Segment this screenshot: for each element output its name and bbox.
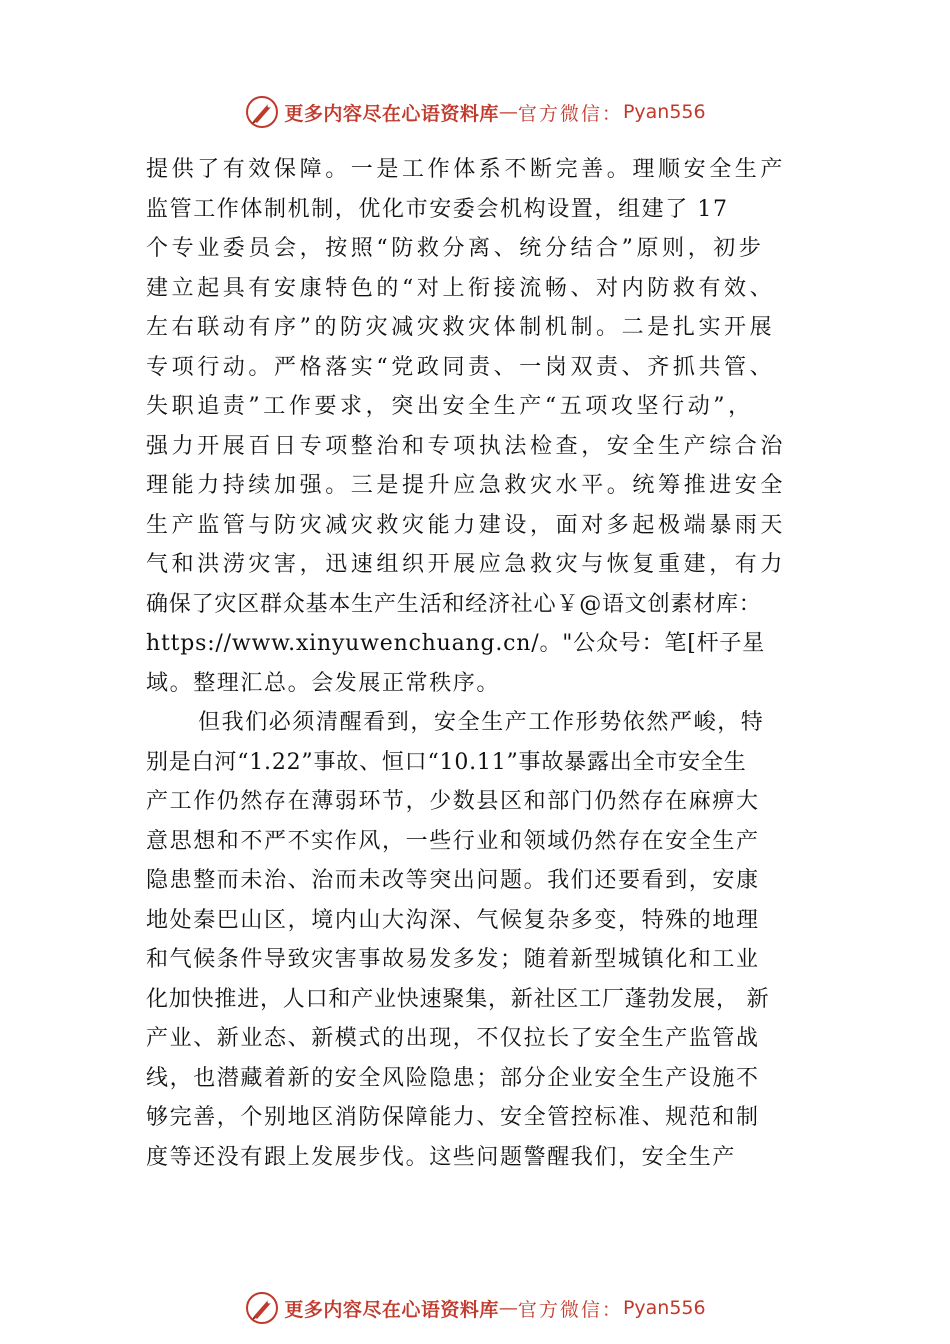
body-line: 度等还没有跟上发展步伐。这些问题警醒我们，安全生产 bbox=[146, 1144, 737, 1170]
body-line: 专项行动。严格落实“党政同责、一岗双责、齐抓共管、 bbox=[146, 354, 776, 380]
body-line: 产业、新业态、新模式的出现，不仅拉长了安全生产监管战 bbox=[146, 1026, 760, 1051]
body-line: 个专业委员会，按照“防救分离、统分结合”原则，初步 bbox=[146, 236, 765, 261]
header-banner bbox=[0, 92, 950, 132]
body-line: 理能力持续加强。三是提升应急救灾水平。统筹推进安全 bbox=[146, 473, 787, 498]
body-line: 产工作仍然存在薄弱环节，少数县区和部门仍然存在麻痹大 bbox=[146, 789, 760, 814]
body-line: 隐患整而未治、治而未改等突出问题。我们还要看到，安康 bbox=[146, 868, 760, 893]
body-line: 地处秦巴山区，境内山大沟深、气候复杂多变，特殊的地理 bbox=[146, 907, 760, 933]
banner-title: 更多内容尽在心语资料库 bbox=[284, 102, 499, 125]
body-line: 域。整理汇总。会发展正常秩序。 bbox=[146, 670, 501, 696]
pen-nib-seal-icon bbox=[244, 1290, 280, 1326]
body-line: 强力开展百日专项整治和专项执法检查，安全生产综合治 bbox=[146, 433, 787, 459]
body-line: 失职追责”工作要求，突出安全生产“五项攻坚行动”， bbox=[146, 394, 754, 419]
document-body bbox=[146, 150, 826, 1177]
body-line: 提供了有效保障。一是工作体系不断完善。理顺安全生产 bbox=[146, 157, 787, 182]
body-line: 线，也潜藏着新的安全风险隐患；部分企业安全生产设施不 bbox=[146, 1065, 760, 1091]
banner-wechat-id: Pyan556 bbox=[622, 1297, 706, 1319]
footer-banner bbox=[0, 1288, 950, 1328]
body-line: 生产监管与防灾减灾救灾能力建设，面对多起极端暴雨天 bbox=[146, 512, 787, 538]
body-line: 意思想和不严不实作风，一些行业和领域仍然存在安全生产 bbox=[146, 828, 760, 854]
body-line: https://www.xinyuwenchuang.cn/。"公众号：笔[杆子星 bbox=[146, 631, 765, 656]
banner-wechat-id: Pyan556 bbox=[622, 101, 706, 123]
banner-wechat-label: 官方微信： bbox=[517, 1298, 623, 1321]
banner-wechat-label: 官方微信： bbox=[517, 102, 623, 125]
body-line: 但我们必须清醒看到，安全生产工作形势依然严峻，特 bbox=[198, 710, 765, 735]
banner-separator: — bbox=[498, 1297, 518, 1319]
banner-separator: — bbox=[498, 101, 518, 123]
body-line: 监管工作体制机制，优化市安委会机构设置，组建了 17 bbox=[146, 196, 729, 222]
body-line: 左右联动有序”的防灾减灾救灾体制机制。二是扎实开展 bbox=[146, 315, 776, 340]
body-line: 别是白河“1.22”事故、恒口“10.11”事故暴露出全市安全生 bbox=[146, 749, 747, 775]
banner-title: 更多内容尽在心语资料库 bbox=[284, 1298, 499, 1321]
body-line: 化加快推进，人口和产业快速聚集，新社区工厂蓬勃发展， 新 bbox=[146, 986, 770, 1012]
body-line: 和气候条件导致灾害事故易发多发；随着新型城镇化和工业 bbox=[146, 947, 760, 972]
body-line: 建立起具有安康特色的“对上衔接流畅、对内防救有效、 bbox=[146, 275, 776, 301]
body-line: 够完善，个别地区消防保障能力、安全管控标准、规范和制 bbox=[146, 1105, 760, 1130]
pen-nib-seal-icon bbox=[244, 94, 280, 130]
body-line: 确保了灾区群众基本生产生活和经济社心￥@语文创素材库： bbox=[146, 591, 762, 617]
body-line: 气和洪涝灾害，迅速组织开展应急救灾与恢复重建，有力 bbox=[146, 552, 787, 577]
